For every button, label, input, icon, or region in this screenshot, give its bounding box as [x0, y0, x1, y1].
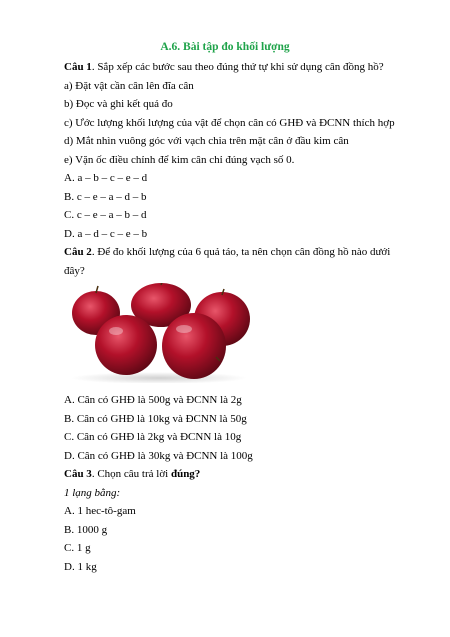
question-2	[64, 245, 390, 259]
question-3-emphasis: đúng?	[170, 468, 201, 480]
q3-option-b: B. 1000 g	[64, 524, 108, 536]
question-1	[64, 60, 384, 74]
question-1-text: . Sắp xếp các bước sau theo đúng thứ tự khi sử dụng cân đồng hồ?	[91, 61, 384, 73]
q1-option-a: A. a – b – c – e – d	[64, 172, 148, 184]
q1-step-c: c) Ước lượng khối lượng của vật để chọn cân có GHĐ và ĐCNN thích hợp	[64, 117, 395, 129]
question-3-label: Câu 3	[64, 468, 92, 480]
q1-step-a: a) Đặt vật cần cân lên đĩa cân	[64, 80, 194, 92]
q2-option-c: C. Cân có GHĐ là 2kg và ĐCNN là 10g	[64, 431, 242, 443]
q1-step-b: b) Đọc và ghi kết quả đo	[64, 98, 173, 110]
q1-step-e: e) Vặn ốc điều chỉnh để kim cân chỉ đúng vạch số 0.	[64, 154, 295, 166]
q3-option-d: D. 1 kg	[64, 561, 97, 573]
question-2-continued: đây?	[64, 265, 85, 277]
q3-option-a: A. 1 hec-tô-gam	[64, 505, 136, 517]
question-2-label: Câu 2	[64, 246, 92, 258]
q2-option-a: A. Cân có GHĐ là 500g và ĐCNN là 2g	[64, 394, 242, 406]
q2-option-d: D. Cân có GHĐ là 30kg và ĐCNN là 100g	[64, 450, 253, 462]
question-2-text: . Để đo khối lượng của 6 quả táo, ta nên chọn cân đồng hồ nào dưới	[91, 246, 391, 258]
q3-prompt: 1 lạng bằng:	[64, 487, 121, 499]
question-3	[64, 467, 200, 481]
apple-front-left	[95, 315, 157, 375]
question-3-text: . Chọn câu trả lời	[91, 468, 171, 480]
q1-option-c: C. c – e – a – b – d	[64, 209, 147, 221]
apples-image	[64, 283, 254, 383]
question-1-label: Câu 1	[64, 61, 92, 73]
q1-option-d: D. a – d – c – e – b	[64, 228, 148, 240]
section-title: A.6. Bài tập đo khối lượng	[160, 41, 290, 53]
apple-front-right	[162, 313, 226, 379]
q1-option-b: B. c – e – a – d – b	[64, 191, 147, 203]
q1-step-d: d) Mắt nhìn vuông góc với vạch chia trên mặt cân ở đầu kim cân	[64, 135, 349, 147]
q3-option-c: C. 1 g	[64, 542, 91, 554]
q2-option-b: B. Cân có GHĐ là 10kg và ĐCNN là 50g	[64, 413, 247, 425]
